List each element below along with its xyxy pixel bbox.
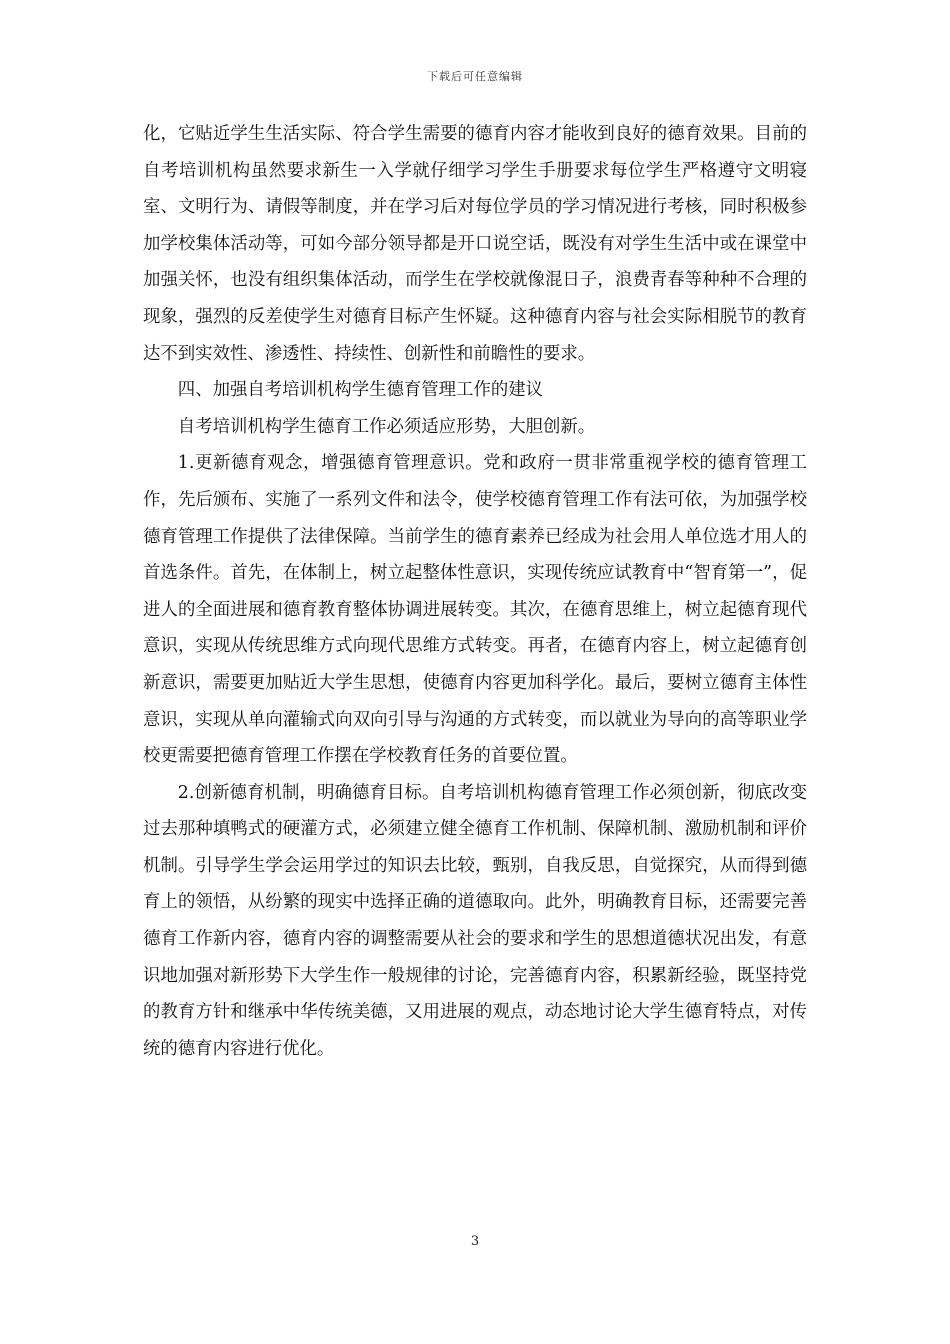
paragraph-point-two: 2.创新德育机制，明确德育目标。自考培训机构德育管理工作必须创新，彻底改变过去那种填鸭式的硬灌方式，必须建立健全德育工作机制、保障机制、激励机制和评价机制。引导学生学会运用学过的知识去比较，甄别，自我反思，自觉探究，从而得到德育上的领悟，从纷繁的现实中选择正确的道德取向。此外，明确教育目标，还需要完善德育工作新内容，德育内容的调整需要从社会的要求和学生的思想道德状况出发，有意识地加强对新形势下大学生作一般规律的讨论，完善德育内容，积累新经验，既坚持党的教育方针和继承中华传统美德，又用进展的观点，动态地讨论大学生德育特点，对传统的德育内容进行优化。 bbox=[143, 782, 807, 1059]
page-number: 3 bbox=[470, 1234, 480, 1249]
paragraph-point-one: 1.更新德育观念，增强德育管理意识。党和政府一贯非常重视学校的德育管理工作，先后颁布、实施了一系列文件和法令，使学校德育管理工作有法可依，为加强学校德育管理工作提供了法律保障。当前学生的德育素养已经成为社会用人单位选才用人的首选条件。首先，在体制上，树立起整体性意识，实现传统应试教育中“智育第一”，促进人的全面进展和德育教育整体协调进展转变。其次，在德育思维上，树立起德育现代意识，实现从传统思维方式向现代思维方式转变。再者，在德育内容上，树立起德育创新意识，需要更加贴近大学生思想，使德育内容更加科学化。最后，要树立德育主体性意识，实现从单向灌输式向双向引导与沟通的方式转变，而以就业为导向的高等职业学校更需要把德育管理工作摆在学校教育任务的首要位置。 bbox=[143, 453, 807, 767]
body-text bbox=[143, 116, 807, 1067]
paragraph-intro: 自考培训机构学生德育工作必须适应形势，大胆创新。 bbox=[177, 416, 596, 437]
download-editable-note: 下载后可任意编辑 bbox=[427, 70, 523, 83]
section-heading-four: 四、加强自考培训机构学生德育管理工作的建议 bbox=[177, 380, 544, 401]
paragraph-continuation: 化，它贴近学生生活实际、符合学生需要的德育内容才能收到良好的德育效果。目前的自考培训机构虽然要求新生一入学就仔细学习学生手册要求每位学生严格遵守文明寝室、文明行为、请假等制度，并在学习后对每位学员的学习情况进行考核，同时积极参加学校集体活动等，可如今部分领导都是开口说空话，既没有对学生生活中或在课堂中加强关怀，也没有组织集体活动，而学生在学校就像混日子，浪费青春等种种不合理的现象，强烈的反差使学生对德育目标产生怀疑。这种德育内容与社会实际相脱节的教育达不到实效性、渗透性、持续性、创新性和前瞻性的要求。 bbox=[143, 124, 807, 364]
